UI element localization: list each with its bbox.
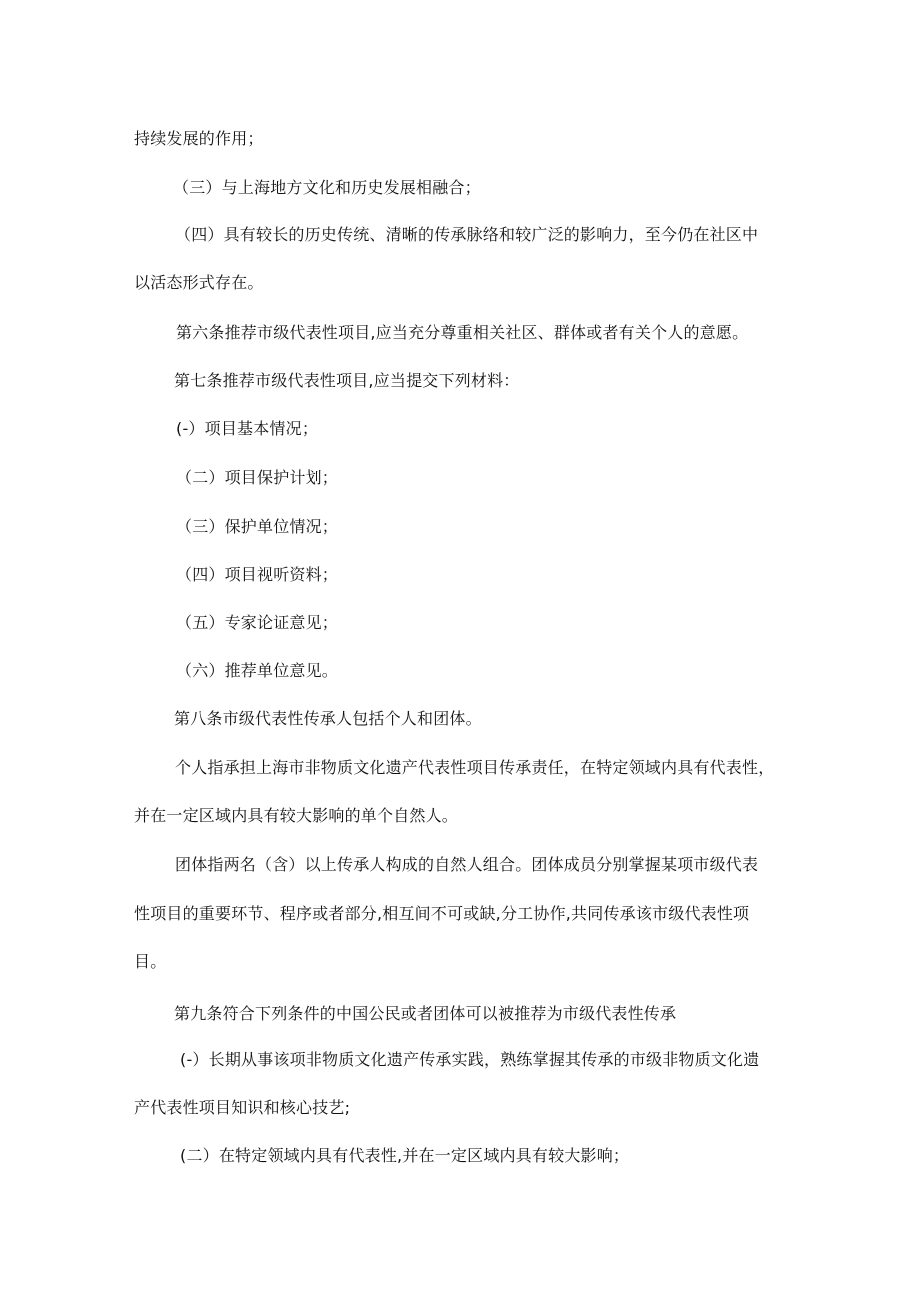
text-line: (二）在特定领域内具有代表性,并在一定区域内具有较大影响；: [180, 1146, 630, 1165]
text-line: （四）具有较长的历史传统、清晰的传承脉络和较广泛的影响力，至今仍在社区中: [175, 225, 759, 244]
text-line: （三）与上海地方文化和历史发展相融合；: [173, 178, 481, 197]
text-line: 以活态形式存在。: [134, 273, 264, 292]
text-line: 持续发展的作用；: [134, 129, 264, 148]
text-line: 第六条推荐市级代表性项目,应当充分尊重相关社区、群体或者有关个人的意愿。: [176, 323, 749, 342]
text-line: 目。: [134, 952, 167, 971]
text-line: 产代表性项目知识和核心技艺;: [134, 1098, 351, 1117]
text-line: 并在一定区域内具有较大影响的单个自然人。: [134, 806, 459, 825]
text-line: (-）长期从事该项非物质文化遗产传承实践，熟练掌握其传承的市级非物质文化遗: [180, 1050, 760, 1069]
text-line: （六）推荐单位意见。: [176, 661, 339, 680]
text-line: 团体指两名（含）以上传承人构成的自然人组合。团体成员分别掌握某项市级代表: [175, 855, 759, 874]
text-line: （三）保护单位情况；: [176, 517, 339, 536]
text-line: 第八条市级代表性传承人包括个人和团体。: [174, 709, 482, 728]
text-line: （四）项目视听资料；: [176, 565, 339, 584]
text-line: 第七条推荐市级代表性项目,应当提交下列材料：: [174, 371, 520, 390]
text-line: 性项目的重要环节、程序或者部分,相互间不可或缺,分工协作,共同传承该市级代表性项: [134, 904, 750, 923]
text-line: （二）项目保护计划；: [176, 468, 339, 487]
text-line: 个人指承担上海市非物质文化遗产代表性项目传承责任，在特定领域内具有代表性，: [175, 758, 775, 777]
text-line: （五）专家论证意见；: [176, 613, 339, 632]
text-line: (-）项目基本情况；: [176, 419, 319, 438]
text-line: 第九条符合下列条件的中国公民或者团体可以被推荐为市级代表性传承: [174, 1004, 677, 1023]
